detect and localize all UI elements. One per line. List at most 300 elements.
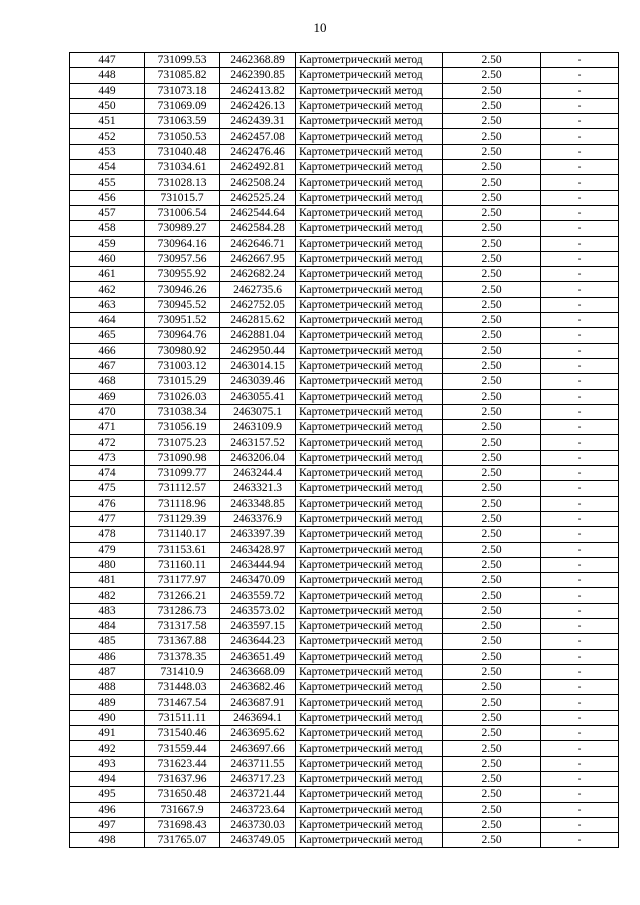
accuracy-cell: 2.50 [443, 129, 541, 144]
point-number-cell: 449 [70, 83, 145, 98]
point-number-cell: 459 [70, 236, 145, 251]
accuracy-cell: 2.50 [443, 144, 541, 159]
table-row [70, 802, 619, 817]
note-cell: - [541, 435, 619, 450]
table-row [70, 160, 619, 175]
note-cell: - [541, 511, 619, 526]
x-coordinate-cell: 731015.29 [145, 374, 220, 389]
table-row [70, 496, 619, 511]
point-number-cell: 474 [70, 466, 145, 481]
accuracy-cell: 2.50 [443, 542, 541, 557]
y-coordinate-cell: 2462584.28 [220, 221, 296, 236]
note-cell: - [541, 420, 619, 435]
point-number-cell: 472 [70, 435, 145, 450]
accuracy-cell: 2.50 [443, 802, 541, 817]
point-number-cell: 481 [70, 573, 145, 588]
x-coordinate-cell: 730945.52 [145, 297, 220, 312]
y-coordinate-cell: 2462544.64 [220, 205, 296, 220]
accuracy-cell: 2.50 [443, 343, 541, 358]
note-cell: - [541, 114, 619, 129]
accuracy-cell: 2.50 [443, 83, 541, 98]
table-row [70, 603, 619, 618]
point-number-cell: 477 [70, 511, 145, 526]
note-cell: - [541, 190, 619, 205]
y-coordinate-cell: 2463157.52 [220, 435, 296, 450]
accuracy-cell: 2.50 [443, 420, 541, 435]
table-row [70, 817, 619, 832]
table-row [70, 374, 619, 389]
method-cell: Картометрический метод [296, 710, 443, 725]
method-cell: Картометрический метод [296, 817, 443, 832]
note-cell: - [541, 328, 619, 343]
point-number-cell: 458 [70, 221, 145, 236]
point-number-cell: 453 [70, 144, 145, 159]
y-coordinate-cell: 2462457.08 [220, 129, 296, 144]
point-number-cell: 491 [70, 726, 145, 741]
x-coordinate-cell: 731040.48 [145, 144, 220, 159]
method-cell: Картометрический метод [296, 450, 443, 465]
method-cell: Картометрический метод [296, 313, 443, 328]
table-row [70, 144, 619, 159]
note-cell: - [541, 542, 619, 557]
x-coordinate-cell: 731650.48 [145, 787, 220, 802]
method-cell: Картометрический метод [296, 343, 443, 358]
point-number-cell: 478 [70, 527, 145, 542]
method-cell: Картометрический метод [296, 374, 443, 389]
y-coordinate-cell: 2463687.91 [220, 695, 296, 710]
point-number-cell: 469 [70, 389, 145, 404]
accuracy-cell: 2.50 [443, 282, 541, 297]
y-coordinate-cell: 2463014.15 [220, 358, 296, 373]
note-cell: - [541, 527, 619, 542]
note-cell: - [541, 267, 619, 282]
x-coordinate-cell: 731317.58 [145, 618, 220, 633]
point-number-cell: 452 [70, 129, 145, 144]
table-row [70, 450, 619, 465]
method-cell: Картометрический метод [296, 603, 443, 618]
point-number-cell: 487 [70, 664, 145, 679]
method-cell: Картометрический метод [296, 649, 443, 664]
point-number-cell: 462 [70, 282, 145, 297]
accuracy-cell: 2.50 [443, 634, 541, 649]
accuracy-cell: 2.50 [443, 603, 541, 618]
accuracy-cell: 2.50 [443, 557, 541, 572]
method-cell: Картометрический метод [296, 83, 443, 98]
accuracy-cell: 2.50 [443, 404, 541, 419]
table-row [70, 53, 619, 68]
method-cell: Картометрический метод [296, 328, 443, 343]
table-row [70, 205, 619, 220]
point-number-cell: 451 [70, 114, 145, 129]
y-coordinate-cell: 2463717.23 [220, 771, 296, 786]
note-cell: - [541, 374, 619, 389]
y-coordinate-cell: 2463597.15 [220, 618, 296, 633]
y-coordinate-cell: 2463723.64 [220, 802, 296, 817]
table-row [70, 297, 619, 312]
point-number-cell: 461 [70, 267, 145, 282]
method-cell: Картометрический метод [296, 205, 443, 220]
note-cell: - [541, 802, 619, 817]
method-cell: Картометрический метод [296, 680, 443, 695]
accuracy-cell: 2.50 [443, 771, 541, 786]
x-coordinate-cell: 731099.53 [145, 53, 220, 68]
note-cell: - [541, 205, 619, 220]
y-coordinate-cell: 2463428.97 [220, 542, 296, 557]
x-coordinate-cell: 731050.53 [145, 129, 220, 144]
table-row [70, 573, 619, 588]
table-row [70, 741, 619, 756]
point-number-cell: 464 [70, 313, 145, 328]
y-coordinate-cell: 2462439.31 [220, 114, 296, 129]
method-cell: Картометрический метод [296, 358, 443, 373]
method-cell: Картометрический метод [296, 297, 443, 312]
method-cell: Картометрический метод [296, 221, 443, 236]
y-coordinate-cell: 2463444.94 [220, 557, 296, 572]
note-cell: - [541, 83, 619, 98]
y-coordinate-cell: 2462752.05 [220, 297, 296, 312]
note-cell: - [541, 450, 619, 465]
table-row [70, 358, 619, 373]
method-cell: Картометрический метод [296, 588, 443, 603]
y-coordinate-cell: 2462413.82 [220, 83, 296, 98]
note-cell: - [541, 404, 619, 419]
method-cell: Картометрический метод [296, 389, 443, 404]
accuracy-cell: 2.50 [443, 741, 541, 756]
y-coordinate-cell: 2463321.3 [220, 481, 296, 496]
x-coordinate-cell: 731129.39 [145, 511, 220, 526]
accuracy-cell: 2.50 [443, 756, 541, 771]
accuracy-cell: 2.50 [443, 236, 541, 251]
method-cell: Картометрический метод [296, 542, 443, 557]
y-coordinate-cell: 2462426.13 [220, 98, 296, 113]
table-row [70, 420, 619, 435]
note-cell: - [541, 649, 619, 664]
note-cell: - [541, 603, 619, 618]
note-cell: - [541, 680, 619, 695]
table-row [70, 129, 619, 144]
method-cell: Картометрический метод [296, 53, 443, 68]
table-row [70, 695, 619, 710]
method-cell: Картометрический метод [296, 618, 443, 633]
y-coordinate-cell: 2463697.66 [220, 741, 296, 756]
table-row [70, 481, 619, 496]
point-number-cell: 476 [70, 496, 145, 511]
y-coordinate-cell: 2462667.95 [220, 251, 296, 266]
table-row [70, 771, 619, 786]
note-cell: - [541, 756, 619, 771]
point-number-cell: 482 [70, 588, 145, 603]
table-row [70, 710, 619, 725]
x-coordinate-cell: 731378.35 [145, 649, 220, 664]
method-cell: Картометрический метод [296, 695, 443, 710]
accuracy-cell: 2.50 [443, 511, 541, 526]
method-cell: Картометрический метод [296, 236, 443, 251]
table-row [70, 726, 619, 741]
point-number-cell: 454 [70, 160, 145, 175]
x-coordinate-cell: 731559.44 [145, 741, 220, 756]
method-cell: Картометрический метод [296, 98, 443, 113]
point-number-cell: 497 [70, 817, 145, 832]
accuracy-cell: 2.50 [443, 160, 541, 175]
y-coordinate-cell: 2463573.02 [220, 603, 296, 618]
point-number-cell: 473 [70, 450, 145, 465]
note-cell: - [541, 297, 619, 312]
note-cell: - [541, 358, 619, 373]
method-cell: Картометрический метод [296, 634, 443, 649]
y-coordinate-cell: 2463682.46 [220, 680, 296, 695]
y-coordinate-cell: 2462492.81 [220, 160, 296, 175]
y-coordinate-cell: 2462525.24 [220, 190, 296, 205]
x-coordinate-cell: 731765.07 [145, 833, 220, 848]
accuracy-cell: 2.50 [443, 817, 541, 832]
x-coordinate-cell: 731448.03 [145, 680, 220, 695]
accuracy-cell: 2.50 [443, 450, 541, 465]
method-cell: Картометрический метод [296, 557, 443, 572]
accuracy-cell: 2.50 [443, 573, 541, 588]
y-coordinate-cell: 2463470.09 [220, 573, 296, 588]
table-row [70, 68, 619, 83]
point-number-cell: 450 [70, 98, 145, 113]
coordinates-table-body [70, 53, 619, 848]
table-row [70, 756, 619, 771]
x-coordinate-cell: 731073.18 [145, 83, 220, 98]
accuracy-cell: 2.50 [443, 466, 541, 481]
note-cell: - [541, 282, 619, 297]
table-row [70, 267, 619, 282]
point-number-cell: 455 [70, 175, 145, 190]
y-coordinate-cell: 2463206.04 [220, 450, 296, 465]
accuracy-cell: 2.50 [443, 313, 541, 328]
y-coordinate-cell: 2462815.62 [220, 313, 296, 328]
point-number-cell: 488 [70, 680, 145, 695]
note-cell: - [541, 771, 619, 786]
table-row [70, 404, 619, 419]
accuracy-cell: 2.50 [443, 98, 541, 113]
table-row [70, 114, 619, 129]
y-coordinate-cell: 2463055.41 [220, 389, 296, 404]
accuracy-cell: 2.50 [443, 221, 541, 236]
y-coordinate-cell: 2462682.24 [220, 267, 296, 282]
x-coordinate-cell: 731056.19 [145, 420, 220, 435]
x-coordinate-cell: 731099.77 [145, 466, 220, 481]
accuracy-cell: 2.50 [443, 833, 541, 848]
x-coordinate-cell: 731112.57 [145, 481, 220, 496]
note-cell: - [541, 466, 619, 481]
y-coordinate-cell: 2462476.46 [220, 144, 296, 159]
table-row [70, 588, 619, 603]
y-coordinate-cell: 2462950.44 [220, 343, 296, 358]
point-number-cell: 456 [70, 190, 145, 205]
y-coordinate-cell: 2463376.9 [220, 511, 296, 526]
point-number-cell: 463 [70, 297, 145, 312]
x-coordinate-cell: 731003.12 [145, 358, 220, 373]
y-coordinate-cell: 2463730.03 [220, 817, 296, 832]
x-coordinate-cell: 731623.44 [145, 756, 220, 771]
method-cell: Картометрический метод [296, 251, 443, 266]
point-number-cell: 496 [70, 802, 145, 817]
method-cell: Картометрический метод [296, 787, 443, 802]
x-coordinate-cell: 731063.59 [145, 114, 220, 129]
coordinates-table [69, 52, 619, 848]
method-cell: Картометрический метод [296, 527, 443, 542]
point-number-cell: 470 [70, 404, 145, 419]
table-row [70, 542, 619, 557]
point-number-cell: 448 [70, 68, 145, 83]
accuracy-cell: 2.50 [443, 297, 541, 312]
method-cell: Картометрический метод [296, 664, 443, 679]
y-coordinate-cell: 2463721.44 [220, 787, 296, 802]
y-coordinate-cell: 2463668.09 [220, 664, 296, 679]
y-coordinate-cell: 2463644.23 [220, 634, 296, 649]
y-coordinate-cell: 2463348.85 [220, 496, 296, 511]
note-cell: - [541, 664, 619, 679]
table-row [70, 466, 619, 481]
point-number-cell: 466 [70, 343, 145, 358]
point-number-cell: 467 [70, 358, 145, 373]
table-row [70, 833, 619, 848]
note-cell: - [541, 817, 619, 832]
note-cell: - [541, 741, 619, 756]
method-cell: Картометрический метод [296, 481, 443, 496]
note-cell: - [541, 710, 619, 725]
table-row [70, 236, 619, 251]
point-number-cell: 457 [70, 205, 145, 220]
x-coordinate-cell: 731015.7 [145, 190, 220, 205]
x-coordinate-cell: 731266.21 [145, 588, 220, 603]
y-coordinate-cell: 2463711.55 [220, 756, 296, 771]
method-cell: Картометрический метод [296, 435, 443, 450]
table-row [70, 787, 619, 802]
note-cell: - [541, 496, 619, 511]
method-cell: Картометрический метод [296, 573, 443, 588]
note-cell: - [541, 787, 619, 802]
method-cell: Картометрический метод [296, 756, 443, 771]
x-coordinate-cell: 731667.9 [145, 802, 220, 817]
method-cell: Картометрический метод [296, 175, 443, 190]
x-coordinate-cell: 730946.26 [145, 282, 220, 297]
x-coordinate-cell: 731075.23 [145, 435, 220, 450]
accuracy-cell: 2.50 [443, 710, 541, 725]
table-row [70, 175, 619, 190]
x-coordinate-cell: 731467.54 [145, 695, 220, 710]
y-coordinate-cell: 2462735.6 [220, 282, 296, 297]
method-cell: Картометрический метод [296, 160, 443, 175]
method-cell: Картометрический метод [296, 771, 443, 786]
x-coordinate-cell: 730989.27 [145, 221, 220, 236]
x-coordinate-cell: 731069.09 [145, 98, 220, 113]
table-row [70, 527, 619, 542]
table-row [70, 251, 619, 266]
note-cell: - [541, 389, 619, 404]
table-row [70, 634, 619, 649]
note-cell: - [541, 833, 619, 848]
table-row [70, 680, 619, 695]
accuracy-cell: 2.50 [443, 695, 541, 710]
method-cell: Картометрический метод [296, 420, 443, 435]
x-coordinate-cell: 730951.52 [145, 313, 220, 328]
table-row [70, 282, 619, 297]
y-coordinate-cell: 2463039.46 [220, 374, 296, 389]
method-cell: Картометрический метод [296, 144, 443, 159]
table-row [70, 83, 619, 98]
method-cell: Картометрический метод [296, 282, 443, 297]
y-coordinate-cell: 2463559.72 [220, 588, 296, 603]
x-coordinate-cell: 730957.56 [145, 251, 220, 266]
accuracy-cell: 2.50 [443, 389, 541, 404]
note-cell: - [541, 695, 619, 710]
accuracy-cell: 2.50 [443, 374, 541, 389]
x-coordinate-cell: 730964.16 [145, 236, 220, 251]
note-cell: - [541, 588, 619, 603]
note-cell: - [541, 144, 619, 159]
note-cell: - [541, 221, 619, 236]
method-cell: Картометрический метод [296, 267, 443, 282]
method-cell: Картометрический метод [296, 404, 443, 419]
accuracy-cell: 2.50 [443, 267, 541, 282]
x-coordinate-cell: 730980.92 [145, 343, 220, 358]
x-coordinate-cell: 731177.97 [145, 573, 220, 588]
point-number-cell: 475 [70, 481, 145, 496]
point-number-cell: 465 [70, 328, 145, 343]
accuracy-cell: 2.50 [443, 680, 541, 695]
accuracy-cell: 2.50 [443, 664, 541, 679]
note-cell: - [541, 557, 619, 572]
note-cell: - [541, 236, 619, 251]
point-number-cell: 485 [70, 634, 145, 649]
x-coordinate-cell: 731698.43 [145, 817, 220, 832]
table-row [70, 511, 619, 526]
point-number-cell: 483 [70, 603, 145, 618]
table-row [70, 664, 619, 679]
x-coordinate-cell: 731090.98 [145, 450, 220, 465]
x-coordinate-cell: 731511.11 [145, 710, 220, 725]
accuracy-cell: 2.50 [443, 53, 541, 68]
method-cell: Картометрический метод [296, 68, 443, 83]
table-row [70, 435, 619, 450]
note-cell: - [541, 251, 619, 266]
accuracy-cell: 2.50 [443, 481, 541, 496]
point-number-cell: 498 [70, 833, 145, 848]
accuracy-cell: 2.50 [443, 205, 541, 220]
method-cell: Картометрический метод [296, 511, 443, 526]
note-cell: - [541, 53, 619, 68]
point-number-cell: 484 [70, 618, 145, 633]
note-cell: - [541, 726, 619, 741]
note-cell: - [541, 313, 619, 328]
table-row [70, 313, 619, 328]
note-cell: - [541, 481, 619, 496]
accuracy-cell: 2.50 [443, 726, 541, 741]
y-coordinate-cell: 2463109.9 [220, 420, 296, 435]
method-cell: Картометрический метод [296, 466, 443, 481]
point-number-cell: 490 [70, 710, 145, 725]
method-cell: Картометрический метод [296, 726, 443, 741]
accuracy-cell: 2.50 [443, 649, 541, 664]
y-coordinate-cell: 2462508.24 [220, 175, 296, 190]
point-number-cell: 479 [70, 542, 145, 557]
point-number-cell: 471 [70, 420, 145, 435]
note-cell: - [541, 160, 619, 175]
method-cell: Картометрический метод [296, 496, 443, 511]
point-number-cell: 495 [70, 787, 145, 802]
y-coordinate-cell: 2463075.1 [220, 404, 296, 419]
note-cell: - [541, 175, 619, 190]
x-coordinate-cell: 731153.61 [145, 542, 220, 557]
accuracy-cell: 2.50 [443, 527, 541, 542]
x-coordinate-cell: 731160.11 [145, 557, 220, 572]
note-cell: - [541, 573, 619, 588]
point-number-cell: 486 [70, 649, 145, 664]
